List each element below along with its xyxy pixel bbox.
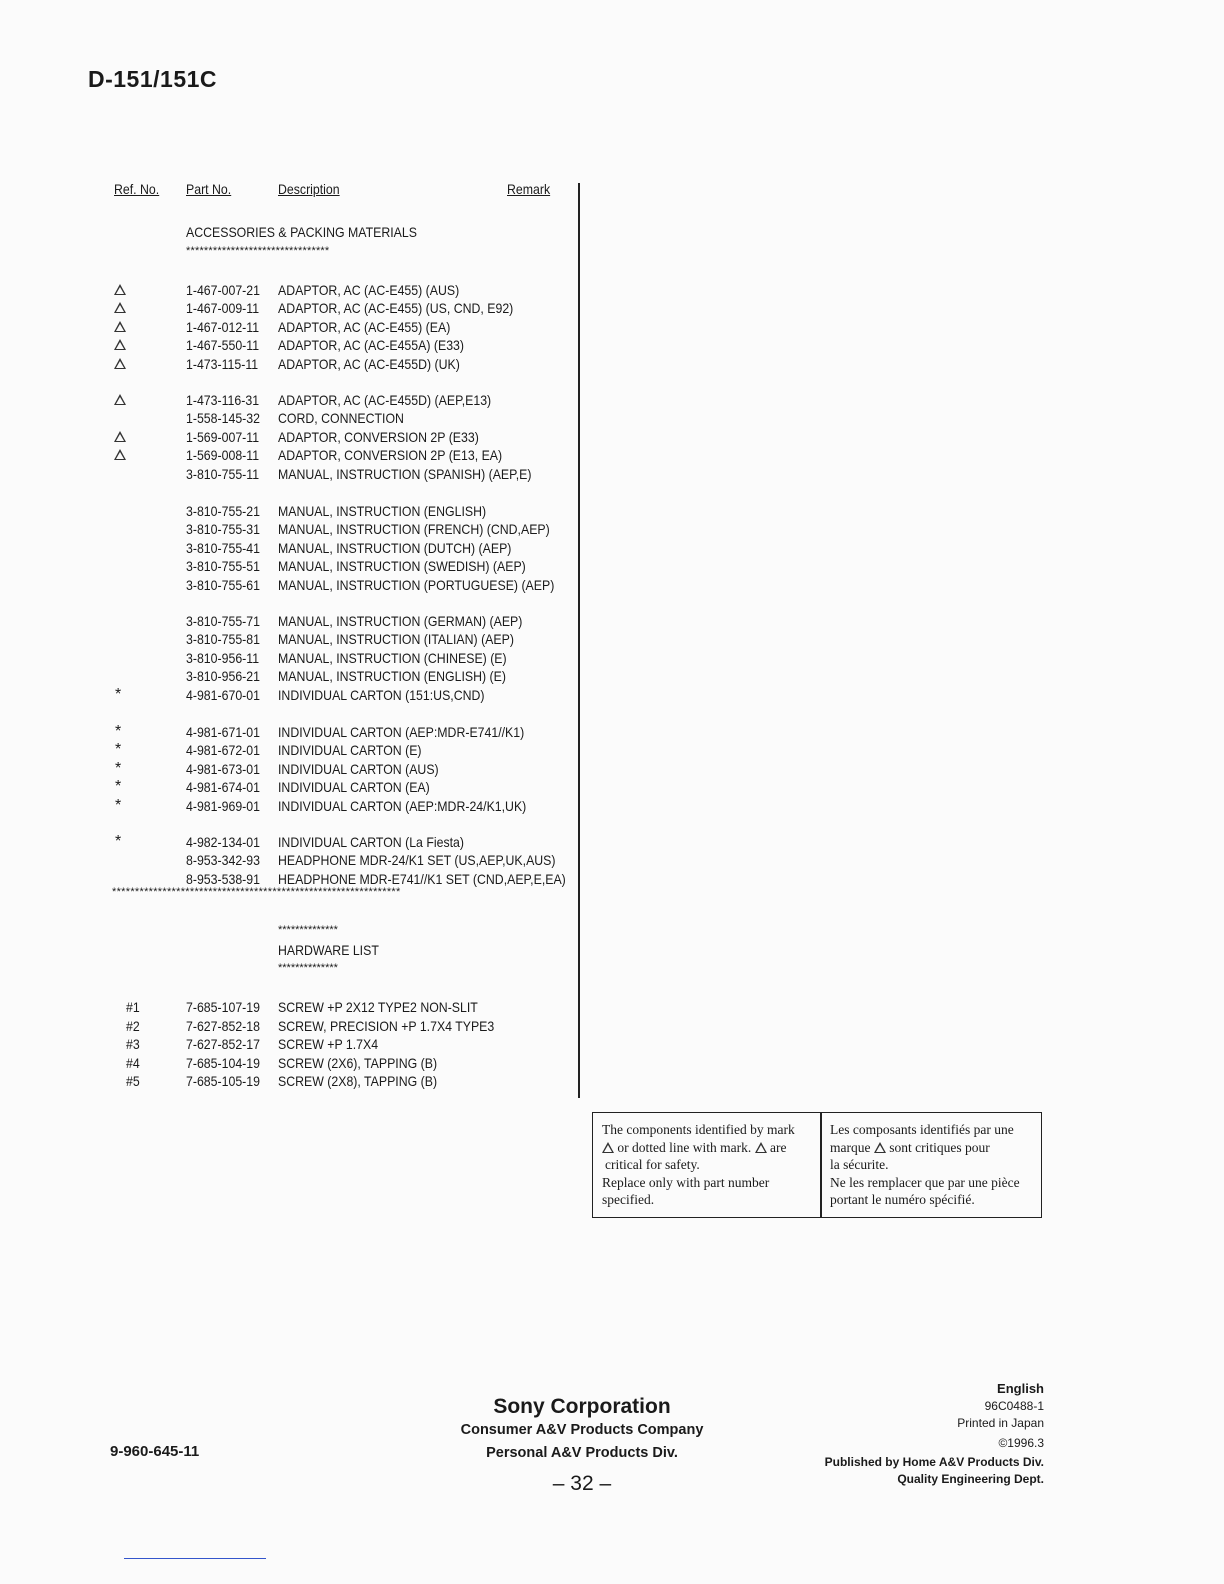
company-name: Sony Corporation [493, 1395, 671, 1418]
notice-fr-line: Les composants identifiés par une [830, 1122, 1014, 1137]
part-number-cell: 4-981-969-01 [186, 797, 260, 814]
hardware-ref-cell: #5 [126, 1073, 140, 1090]
notice-en-line: critical for safety. [605, 1157, 700, 1172]
ref-cell: * [115, 685, 122, 703]
warning-triangle-icon [114, 358, 126, 369]
hardware-ref-cell: #1 [126, 999, 140, 1015]
hardware-description-cell: SCREW +P 2X12 TYPE2 NON-SLIT [278, 999, 478, 1015]
ref-cell [114, 318, 154, 336]
part-number-cell: 1-558-145-32 [186, 410, 260, 427]
header-remark: Remark [507, 181, 551, 197]
ref-cell: * [115, 741, 122, 759]
description-cell: INDIVIDUAL CARTON (AEP:MDR-24/K1,UK) [278, 797, 527, 814]
company-sub1: Consumer A&V Products Company [460, 1422, 704, 1438]
page-number: – 32 – [552, 1472, 612, 1495]
hardware-part-cell: 7-627-852-18 [186, 1017, 260, 1034]
part-number-cell: 4-981-672-01 [186, 742, 260, 759]
part-number-cell: 1-467-550-11 [186, 337, 260, 354]
bottom-rule [124, 1558, 266, 1559]
hardware-stars-top: ************** [278, 924, 338, 936]
description-cell: MANUAL, INSTRUCTION (FRENCH) (CND,AEP) [278, 521, 550, 538]
ref-cell [114, 281, 154, 299]
warning-triangle-icon [114, 284, 126, 295]
description-cell: ADAPTOR, CONVERSION 2P (E13, EA) [278, 447, 503, 464]
description-cell: CORD, CONNECTION [278, 410, 404, 427]
notice-en-line: specified. [602, 1192, 655, 1207]
part-number-cell: 8-953-538-91 [186, 870, 260, 887]
notice-english [602, 1121, 818, 1209]
part-number-cell: 1-467-009-11 [186, 300, 260, 317]
ref-cell [114, 428, 154, 446]
description-cell: MANUAL, INSTRUCTION (CHINESE) (E) [278, 649, 507, 666]
notice-divider [820, 1113, 822, 1217]
hardware-part-cell: 7-685-107-19 [186, 999, 260, 1015]
header-ref: Ref. No. [114, 181, 160, 197]
warning-triangle-icon [114, 321, 126, 332]
company-sub2: Personal A&V Products Div. [486, 1445, 678, 1461]
hardware-description-cell: SCREW (2X8), TAPPING (B) [278, 1073, 438, 1090]
part-number-cell: 3-810-755-81 [186, 631, 260, 648]
ref-cell [114, 446, 154, 464]
warning-triangle-icon [114, 394, 126, 405]
part-number-cell: 4-981-673-01 [186, 760, 260, 777]
part-number-cell: 3-810-755-51 [186, 558, 260, 575]
warning-triangle-icon [755, 1142, 767, 1153]
ref-cell: * [115, 723, 122, 740]
part-number-cell: 1-569-008-11 [186, 447, 260, 464]
safety-notice [592, 1112, 1042, 1218]
description-cell: MANUAL, INSTRUCTION (ENGLISH) [278, 503, 487, 519]
part-number-cell: 1-467-007-21 [186, 282, 260, 298]
warning-triangle-icon [114, 339, 126, 350]
part-number-cell: 1-569-007-11 [186, 428, 260, 445]
ref-cell [114, 391, 154, 409]
description-cell: MANUAL, INSTRUCTION (ITALIAN) (AEP) [278, 631, 514, 648]
hardware-ref-cell: #4 [126, 1054, 140, 1071]
notice-french [830, 1121, 1038, 1209]
description-cell: ADAPTOR, AC (AC-E455) (EA) [278, 318, 451, 335]
part-number-cell: 3-810-755-21 [186, 503, 260, 519]
hardware-stars-bottom: ************** [278, 962, 338, 974]
model-title: D-151/151C [88, 66, 218, 92]
description-cell: ADAPTOR, AC (AC-E455D) (UK) [278, 355, 460, 372]
hardware-ref-cell: #3 [126, 1036, 140, 1053]
description-cell: MANUAL, INSTRUCTION (GERMAN) (AEP) [278, 613, 523, 629]
part-number-cell: 1-473-115-11 [186, 355, 259, 372]
description-cell: MANUAL, INSTRUCTION (SPANISH) (AEP,E) [278, 465, 532, 482]
part-number-cell: 3-810-755-31 [186, 521, 260, 538]
description-cell: INDIVIDUAL CARTON (EA) [278, 779, 430, 796]
header-part: Part No. [186, 181, 232, 197]
notice-en-line: The components identified by mark [602, 1122, 795, 1137]
part-number-cell: 3-810-755-11 [186, 465, 260, 482]
hardware-description-cell: SCREW (2X6), TAPPING (B) [278, 1054, 438, 1071]
hardware-part-cell: 7-627-852-17 [186, 1036, 260, 1053]
language-label: English [997, 1381, 1044, 1396]
part-number-cell: 4-982-134-01 [186, 834, 260, 850]
description-cell: ADAPTOR, AC (AC-E455A) (E33) [278, 337, 465, 354]
hardware-part-cell: 7-685-105-19 [186, 1073, 260, 1090]
hardware-part-cell: 7-685-104-19 [186, 1054, 260, 1071]
part-number-cell: 1-467-012-11 [186, 318, 260, 335]
description-cell: ADAPTOR, CONVERSION 2P (E33) [278, 428, 479, 445]
hardware-title: HARDWARE LIST [278, 942, 379, 958]
printed-in: Printed in Japan [957, 1416, 1044, 1430]
notice-en-line: or dotted line with mark. are [602, 1139, 818, 1157]
part-number-cell: 3-810-755-61 [186, 576, 260, 593]
section-title: ACCESSORIES & PACKING MATERIALS [186, 224, 417, 240]
warning-triangle-icon [602, 1142, 614, 1153]
part-number-cell: 3-810-956-21 [186, 668, 260, 685]
part-number-cell: 3-810-956-11 [186, 649, 260, 666]
hardware-description-cell: SCREW, PRECISION +P 1.7X4 TYPE3 [278, 1017, 495, 1034]
description-cell: INDIVIDUAL CARTON (AUS) [278, 760, 439, 777]
description-cell: MANUAL, INSTRUCTION (SWEDISH) (AEP) [278, 558, 526, 575]
copyright: ©1996.3 [998, 1436, 1044, 1450]
hardware-ref-cell: #2 [126, 1017, 140, 1034]
description-cell: INDIVIDUAL CARTON (AEP:MDR-E741//K1) [278, 724, 525, 740]
notice-fr-line: portant le numéro spécifié. [830, 1192, 975, 1207]
warning-triangle-icon [114, 431, 126, 442]
part-number-cell: 8-953-342-93 [186, 852, 260, 869]
ref-cell: * [115, 833, 122, 850]
separator-line: *************************************************************** [112, 886, 401, 898]
description-cell: INDIVIDUAL CARTON (E) [278, 742, 422, 759]
ref-cell: * [115, 778, 122, 796]
part-number-cell: 4-981-674-01 [186, 779, 260, 796]
notice-fr-line: la sécurite. [830, 1157, 889, 1172]
warning-triangle-icon [874, 1142, 886, 1153]
part-number-cell: 4-981-670-01 [186, 686, 260, 703]
description-cell: MANUAL, INSTRUCTION (ENGLISH) (E) [278, 668, 506, 685]
description-cell: INDIVIDUAL CARTON (151:US,CND) [278, 686, 485, 703]
warning-triangle-icon [114, 449, 126, 460]
ref-cell [114, 355, 154, 373]
notice-fr-line: Ne les remplacer que par une pièce [830, 1174, 1020, 1190]
part-number-cell: 1-473-116-31 [186, 392, 260, 408]
hardware-description-cell: SCREW +P 1.7X4 [278, 1036, 379, 1053]
description-cell: HEADPHONE MDR-24/K1 SET (US,AEP,UK,AUS) [278, 852, 556, 869]
header-description: Description [278, 181, 340, 197]
column-divider [578, 183, 580, 1098]
description-cell: ADAPTOR, AC (AC-E455) (AUS) [278, 282, 460, 298]
notice-fr-line: marque sont critiques pour [830, 1139, 990, 1155]
description-cell: ADAPTOR, AC (AC-E455D) (AEP,E13) [278, 392, 492, 408]
ref-cell [114, 299, 154, 317]
doc-number: 96C0488-1 [984, 1399, 1044, 1413]
warning-triangle-icon [114, 302, 126, 313]
description-cell: MANUAL, INSTRUCTION (PORTUGUESE) (AEP) [278, 576, 555, 593]
description-cell: ADAPTOR, AC (AC-E455) (US, CND, E92) [278, 300, 514, 317]
document-code: 9-960-645-11 [110, 1443, 200, 1460]
part-number-cell: 3-810-755-71 [186, 613, 260, 629]
quality-dept: Quality Engineering Dept. [897, 1472, 1044, 1486]
part-number-cell: 4-981-671-01 [186, 724, 260, 740]
description-cell: INDIVIDUAL CARTON (La Fiesta) [278, 834, 464, 850]
description-cell: MANUAL, INSTRUCTION (DUTCH) (AEP) [278, 539, 512, 556]
description-cell: HEADPHONE MDR-E741//K1 SET (CND,AEP,E,EA) [278, 870, 566, 887]
ref-cell: * [115, 759, 122, 777]
part-number-cell: 3-810-755-41 [186, 539, 260, 556]
notice-en-line: Replace only with part number [602, 1174, 770, 1190]
section-stars: ******************************** [186, 245, 330, 257]
published-by: Published by Home A&V Products Div. [824, 1455, 1044, 1469]
ref-cell [114, 336, 154, 354]
ref-cell: * [115, 796, 122, 814]
